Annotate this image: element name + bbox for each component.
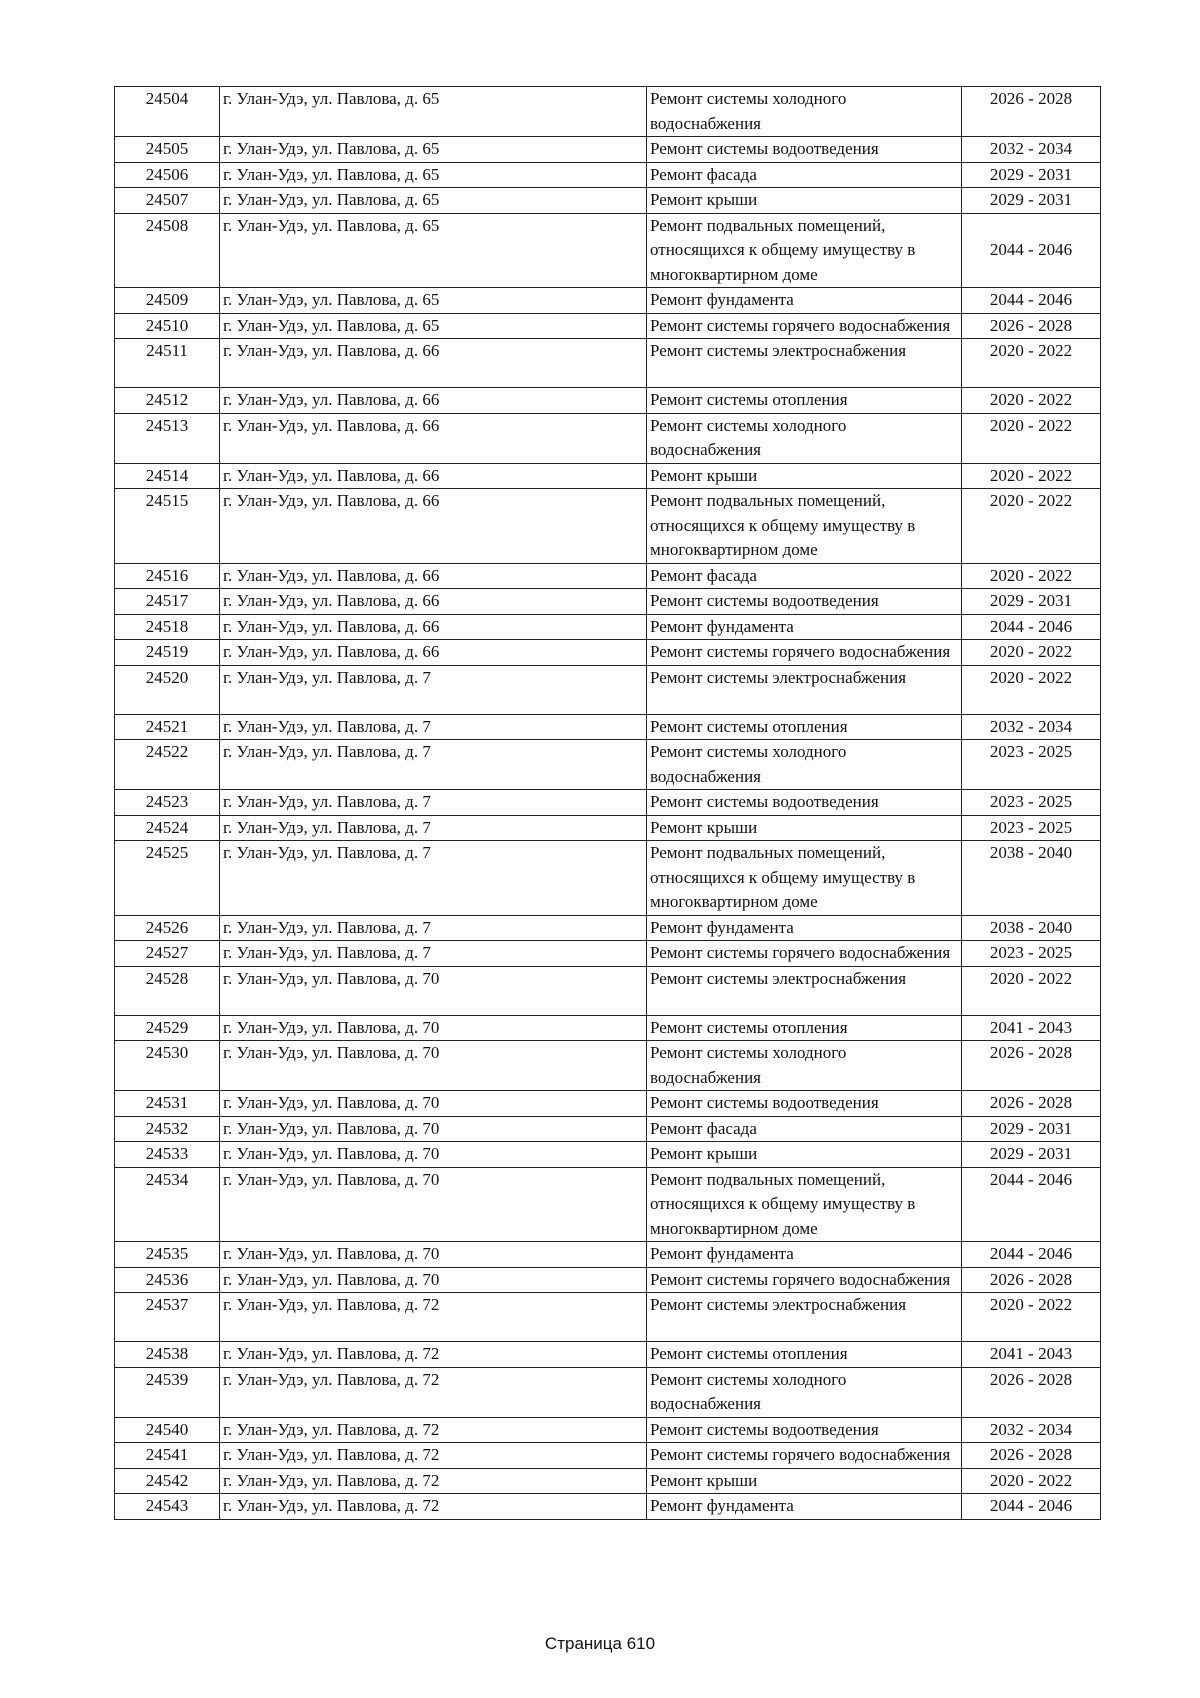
row-id: 24533 [115, 1142, 220, 1168]
row-address: г. Улан-Удэ, ул. Павлова, д. 72 [220, 1293, 647, 1342]
row-years: 2020 - 2022 [962, 966, 1101, 1015]
row-id: 24516 [115, 563, 220, 589]
row-years: 2041 - 2043 [962, 1342, 1101, 1368]
table-row [115, 489, 1101, 564]
row-years: 2020 - 2022 [962, 563, 1101, 589]
table-row [115, 841, 1101, 916]
row-years: 2038 - 2040 [962, 841, 1101, 916]
repair-schedule-table [114, 86, 1101, 1520]
row-id: 24506 [115, 162, 220, 188]
row-address: г. Улан-Удэ, ул. Павлова, д. 70 [220, 1167, 647, 1242]
table-row [115, 815, 1101, 841]
row-id: 24518 [115, 614, 220, 640]
row-address: г. Улан-Удэ, ул. Павлова, д. 65 [220, 313, 647, 339]
row-id: 24508 [115, 213, 220, 288]
row-work-type: Ремонт системы водоотведения [647, 137, 962, 163]
table-row [115, 213, 1101, 288]
row-years: 2032 - 2034 [962, 137, 1101, 163]
row-id: 24514 [115, 463, 220, 489]
row-address: г. Улан-Удэ, ул. Павлова, д. 7 [220, 841, 647, 916]
table-row [115, 188, 1101, 214]
row-years: 2020 - 2022 [962, 463, 1101, 489]
row-years: 2026 - 2028 [962, 1367, 1101, 1417]
row-id: 24539 [115, 1367, 220, 1417]
row-years: 2023 - 2025 [962, 941, 1101, 967]
row-id: 24517 [115, 589, 220, 615]
row-id: 24536 [115, 1267, 220, 1293]
row-work-type: Ремонт системы горячего водоснабжения [647, 640, 962, 666]
table-row [115, 640, 1101, 666]
row-address: г. Улан-Удэ, ул. Павлова, д. 72 [220, 1468, 647, 1494]
row-address: г. Улан-Удэ, ул. Павлова, д. 7 [220, 740, 647, 790]
row-id: 24527 [115, 941, 220, 967]
table-row [115, 915, 1101, 941]
table-row [115, 1015, 1101, 1041]
row-work-type: Ремонт фундамента [647, 614, 962, 640]
row-address: г. Улан-Удэ, ул. Павлова, д. 70 [220, 1116, 647, 1142]
row-years: 2020 - 2022 [962, 388, 1101, 414]
row-years: 2026 - 2028 [962, 1091, 1101, 1117]
row-years: 2038 - 2040 [962, 915, 1101, 941]
row-years: 2026 - 2028 [962, 313, 1101, 339]
row-work-type: Ремонт системы электроснабжения [647, 665, 962, 714]
row-id: 24530 [115, 1041, 220, 1091]
row-id: 24543 [115, 1494, 220, 1520]
row-id: 24534 [115, 1167, 220, 1242]
row-id: 24522 [115, 740, 220, 790]
row-years: 2029 - 2031 [962, 1116, 1101, 1142]
row-id: 24507 [115, 188, 220, 214]
row-years: 2026 - 2028 [962, 87, 1101, 137]
row-id: 24513 [115, 413, 220, 463]
row-work-type: Ремонт системы водоотведения [647, 1091, 962, 1117]
row-work-type: Ремонт фасада [647, 1116, 962, 1142]
row-address: г. Улан-Удэ, ул. Павлова, д. 66 [220, 463, 647, 489]
row-address: г. Улан-Удэ, ул. Павлова, д. 66 [220, 640, 647, 666]
row-work-type: Ремонт системы водоотведения [647, 790, 962, 816]
table-row [115, 790, 1101, 816]
table-row [115, 388, 1101, 414]
row-work-type: Ремонт крыши [647, 463, 962, 489]
row-work-type: Ремонт фундамента [647, 1494, 962, 1520]
row-id: 24512 [115, 388, 220, 414]
row-id: 24520 [115, 665, 220, 714]
table-row [115, 1116, 1101, 1142]
row-address: г. Улан-Удэ, ул. Павлова, д. 66 [220, 388, 647, 414]
table-row [115, 966, 1101, 1015]
row-address: г. Улан-Удэ, ул. Павлова, д. 65 [220, 288, 647, 314]
table-row [115, 1167, 1101, 1242]
row-years: 2044 - 2046 [962, 213, 1101, 288]
table-row [115, 137, 1101, 163]
row-work-type: Ремонт системы холодного водоснабжения [647, 87, 962, 137]
table-row [115, 413, 1101, 463]
row-years: 2029 - 2031 [962, 1142, 1101, 1168]
row-address: г. Улан-Удэ, ул. Павлова, д. 72 [220, 1342, 647, 1368]
row-work-type: Ремонт системы холодного водоснабжения [647, 413, 962, 463]
row-work-type: Ремонт крыши [647, 1468, 962, 1494]
row-address: г. Улан-Удэ, ул. Павлова, д. 72 [220, 1417, 647, 1443]
row-address: г. Улан-Удэ, ул. Павлова, д. 72 [220, 1443, 647, 1469]
row-years: 2044 - 2046 [962, 288, 1101, 314]
row-id: 24528 [115, 966, 220, 1015]
row-work-type: Ремонт системы холодного водоснабжения [647, 1367, 962, 1417]
row-address: г. Улан-Удэ, ул. Павлова, д. 70 [220, 1267, 647, 1293]
row-years: 2020 - 2022 [962, 1468, 1101, 1494]
row-address: г. Улан-Удэ, ул. Павлова, д. 65 [220, 162, 647, 188]
row-years: 2032 - 2034 [962, 714, 1101, 740]
row-years: 2026 - 2028 [962, 1443, 1101, 1469]
row-id: 24538 [115, 1342, 220, 1368]
row-address: г. Улан-Удэ, ул. Павлова, д. 65 [220, 87, 647, 137]
row-work-type: Ремонт системы водоотведения [647, 1417, 962, 1443]
row-address: г. Улан-Удэ, ул. Павлова, д. 70 [220, 1041, 647, 1091]
row-years: 2029 - 2031 [962, 162, 1101, 188]
table-row [115, 740, 1101, 790]
row-id: 24535 [115, 1242, 220, 1268]
row-years: 2020 - 2022 [962, 413, 1101, 463]
row-id: 24505 [115, 137, 220, 163]
table-row [115, 563, 1101, 589]
row-work-type: Ремонт системы отопления [647, 1342, 962, 1368]
row-work-type: Ремонт подвальных помещений, относящихся к общему имуществу в многоквартирном доме [647, 213, 962, 288]
row-work-type: Ремонт фундамента [647, 915, 962, 941]
table-row [115, 1443, 1101, 1469]
row-work-type: Ремонт подвальных помещений, относящихся к общему имуществу в многоквартирном доме [647, 841, 962, 916]
row-work-type: Ремонт крыши [647, 1142, 962, 1168]
row-work-type: Ремонт фундамента [647, 1242, 962, 1268]
row-address: г. Улан-Удэ, ул. Павлова, д. 7 [220, 714, 647, 740]
row-id: 24515 [115, 489, 220, 564]
table-row [115, 714, 1101, 740]
row-years: 2020 - 2022 [962, 339, 1101, 388]
row-years: 2044 - 2046 [962, 1167, 1101, 1242]
table-row [115, 288, 1101, 314]
row-address: г. Улан-Удэ, ул. Павлова, д. 65 [220, 188, 647, 214]
row-id: 24510 [115, 313, 220, 339]
row-address: г. Улан-Удэ, ул. Павлова, д. 66 [220, 339, 647, 388]
row-work-type: Ремонт фундамента [647, 288, 962, 314]
row-address: г. Улан-Удэ, ул. Павлова, д. 66 [220, 413, 647, 463]
row-id: 24525 [115, 841, 220, 916]
row-work-type: Ремонт системы электроснабжения [647, 339, 962, 388]
table-row [115, 1468, 1101, 1494]
table-row [115, 1494, 1101, 1520]
row-years: 2020 - 2022 [962, 489, 1101, 564]
row-work-type: Ремонт системы отопления [647, 714, 962, 740]
row-work-type: Ремонт крыши [647, 815, 962, 841]
row-id: 24523 [115, 790, 220, 816]
table-body [115, 87, 1101, 1520]
row-address: г. Улан-Удэ, ул. Павлова, д. 7 [220, 665, 647, 714]
row-id: 24521 [115, 714, 220, 740]
table-row [115, 313, 1101, 339]
row-address: г. Улан-Удэ, ул. Павлова, д. 65 [220, 213, 647, 288]
table-row [115, 1091, 1101, 1117]
table-row [115, 1417, 1101, 1443]
table-row [115, 1242, 1101, 1268]
row-work-type: Ремонт системы отопления [647, 1015, 962, 1041]
row-years: 2023 - 2025 [962, 790, 1101, 816]
row-years: 2023 - 2025 [962, 815, 1101, 841]
row-work-type: Ремонт системы горячего водоснабжения [647, 1267, 962, 1293]
table-row [115, 1267, 1101, 1293]
table-row [115, 665, 1101, 714]
table-row [115, 1293, 1101, 1342]
table-row [115, 1041, 1101, 1091]
row-id: 24529 [115, 1015, 220, 1041]
row-years: 2044 - 2046 [962, 1242, 1101, 1268]
row-work-type: Ремонт системы отопления [647, 388, 962, 414]
row-work-type: Ремонт системы горячего водоснабжения [647, 313, 962, 339]
row-id: 24526 [115, 915, 220, 941]
row-work-type: Ремонт фасада [647, 162, 962, 188]
table-row [115, 162, 1101, 188]
table-row [115, 941, 1101, 967]
row-years: 2044 - 2046 [962, 614, 1101, 640]
row-id: 24511 [115, 339, 220, 388]
row-address: г. Улан-Удэ, ул. Павлова, д. 70 [220, 1242, 647, 1268]
row-years: 2029 - 2031 [962, 188, 1101, 214]
row-address: г. Улан-Удэ, ул. Павлова, д. 66 [220, 589, 647, 615]
row-work-type: Ремонт подвальных помещений, относящихся к общему имуществу в многоквартирном доме [647, 1167, 962, 1242]
row-address: г. Улан-Удэ, ул. Павлова, д. 70 [220, 1091, 647, 1117]
row-address: г. Улан-Удэ, ул. Павлова, д. 7 [220, 790, 647, 816]
table-row [115, 1342, 1101, 1368]
row-id: 24509 [115, 288, 220, 314]
table-row [115, 589, 1101, 615]
table-row [115, 614, 1101, 640]
row-years: 2032 - 2034 [962, 1417, 1101, 1443]
row-id: 24542 [115, 1468, 220, 1494]
table-row [115, 87, 1101, 137]
row-id: 24540 [115, 1417, 220, 1443]
row-years: 2020 - 2022 [962, 1293, 1101, 1342]
row-address: г. Улан-Удэ, ул. Павлова, д. 72 [220, 1367, 647, 1417]
row-years: 2041 - 2043 [962, 1015, 1101, 1041]
row-address: г. Улан-Удэ, ул. Павлова, д. 7 [220, 941, 647, 967]
row-years: 2044 - 2046 [962, 1494, 1101, 1520]
row-years: 2026 - 2028 [962, 1267, 1101, 1293]
row-years: 2026 - 2028 [962, 1041, 1101, 1091]
row-work-type: Ремонт системы электроснабжения [647, 1293, 962, 1342]
row-address: г. Улан-Удэ, ул. Павлова, д. 66 [220, 614, 647, 640]
row-address: г. Улан-Удэ, ул. Павлова, д. 72 [220, 1494, 647, 1520]
table-row [115, 1142, 1101, 1168]
row-id: 24519 [115, 640, 220, 666]
row-work-type: Ремонт системы горячего водоснабжения [647, 1443, 962, 1469]
row-address: г. Улан-Удэ, ул. Павлова, д. 66 [220, 489, 647, 564]
row-address: г. Улан-Удэ, ул. Павлова, д. 70 [220, 1142, 647, 1168]
row-id: 24537 [115, 1293, 220, 1342]
table-row [115, 463, 1101, 489]
row-years: 2020 - 2022 [962, 640, 1101, 666]
row-years: 2023 - 2025 [962, 740, 1101, 790]
row-work-type: Ремонт системы водоотведения [647, 589, 962, 615]
row-id: 24541 [115, 1443, 220, 1469]
row-address: г. Улан-Удэ, ул. Павлова, д. 70 [220, 1015, 647, 1041]
row-years: 2020 - 2022 [962, 665, 1101, 714]
row-work-type: Ремонт системы электроснабжения [647, 966, 962, 1015]
row-address: г. Улан-Удэ, ул. Павлова, д. 7 [220, 815, 647, 841]
row-work-type: Ремонт системы холодного водоснабжения [647, 740, 962, 790]
row-id: 24504 [115, 87, 220, 137]
row-address: г. Улан-Удэ, ул. Павлова, д. 7 [220, 915, 647, 941]
row-id: 24532 [115, 1116, 220, 1142]
row-work-type: Ремонт системы горячего водоснабжения [647, 941, 962, 967]
row-address: г. Улан-Удэ, ул. Павлова, д. 66 [220, 563, 647, 589]
row-work-type: Ремонт системы холодного водоснабжения [647, 1041, 962, 1091]
row-address: г. Улан-Удэ, ул. Павлова, д. 65 [220, 137, 647, 163]
row-id: 24531 [115, 1091, 220, 1117]
row-work-type: Ремонт подвальных помещений, относящихся к общему имуществу в многоквартирном доме [647, 489, 962, 564]
page-number: Страница 610 [544, 1634, 656, 1653]
row-work-type: Ремонт крыши [647, 188, 962, 214]
table-row [115, 1367, 1101, 1417]
table-row [115, 339, 1101, 388]
row-address: г. Улан-Удэ, ул. Павлова, д. 70 [220, 966, 647, 1015]
row-id: 24524 [115, 815, 220, 841]
row-work-type: Ремонт фасада [647, 563, 962, 589]
row-years: 2029 - 2031 [962, 589, 1101, 615]
